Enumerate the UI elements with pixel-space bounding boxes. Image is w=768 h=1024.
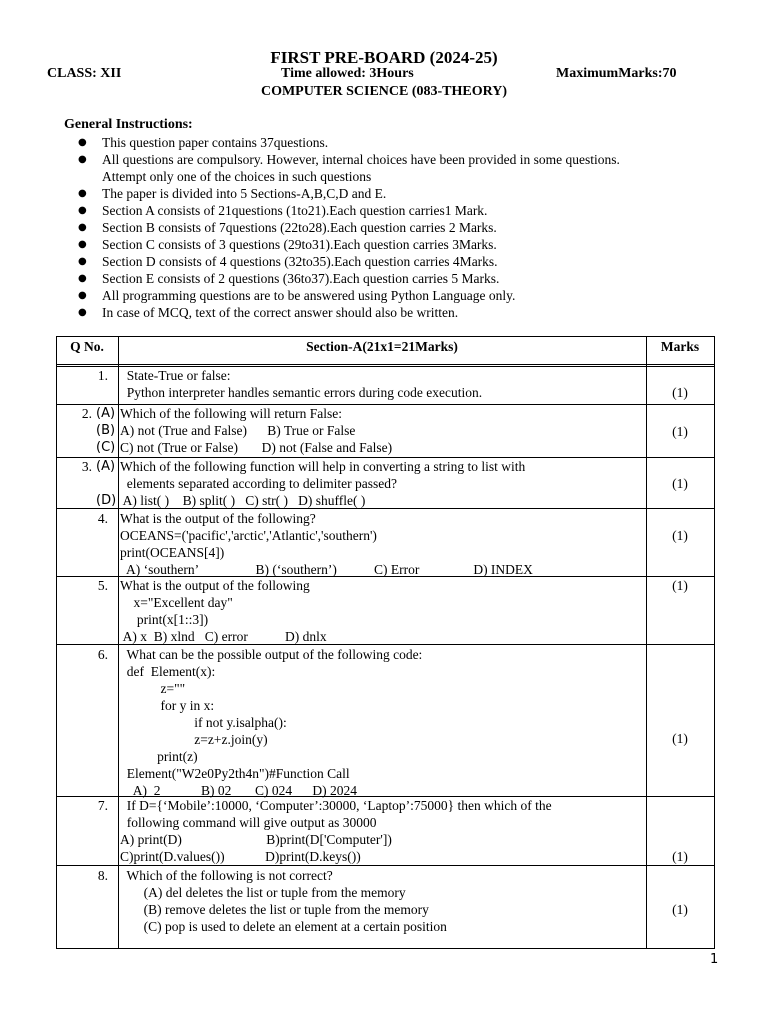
question-number: 8. — [97, 868, 108, 883]
question-text: What is the output of the following x="Excellent day" print(x[1::3]) A) x B) xlnd C) error D) dnlx — [120, 578, 327, 644]
instructions-heading: General Instructions: — [64, 117, 193, 132]
column-divider — [118, 336, 119, 949]
question-marks: (1) — [672, 476, 688, 491]
class-label: CLASS: XII — [47, 66, 122, 81]
bullet-icon: ● — [78, 307, 87, 318]
question-text: What can be the possible output of the following code: def Element(x): z="" for y in x: if not y.isalpha(): z=z+z.join(y) print(z) Element("W2e0Py2th4n")#Function Call A) 2 B) 02 C) 024 D) 2024 — [126, 647, 423, 798]
instruction-item: ● Section B consists of 7questions (22to28).Each question carries 2 Marks. — [78, 220, 497, 235]
table-border-bottom — [56, 948, 715, 949]
question-side-labels: (A) (B) (C) — [96, 406, 116, 455]
question-number: 1. — [97, 368, 108, 383]
maximum-marks: MaximumMarks:70 — [556, 66, 677, 81]
question-text: What is the output of the following? OCEANS=('pacific','arctic','Atlantic','southern') print(OCEANS[4]) A) ‘southern’ B) (‘southern’) C) Error D) INDEX — [120, 511, 533, 577]
question-text: Which of the following function will help in converting a string to list with elements separated according to delimiter passed? A) list( ) B) split( ) C) str( ) D) shuffle( ) — [120, 459, 526, 508]
question-marks: (1) — [672, 731, 688, 746]
row-divider — [56, 865, 715, 866]
instruction-item: ● Section D consists of 4 questions (32to35).Each question carries 4Marks. — [78, 254, 498, 269]
subject-title: COMPUTER SCIENCE (083-THEORY) — [260, 84, 508, 99]
instruction-item: ● Section C consists of 3 questions (29to31).Each question carries 3Marks. — [78, 237, 497, 252]
table-border-left — [56, 336, 57, 949]
header-qno: Q No. — [70, 339, 104, 354]
header-section: Section-A(21x1=21Marks) — [306, 339, 458, 354]
page-number: 1 — [710, 952, 719, 967]
bullet-icon: ● — [78, 205, 87, 216]
question-number: 6. — [97, 647, 108, 662]
question-text: State-True or false: Python interpreter handles semantic errors during code execution. — [126, 368, 483, 400]
question-text: Which of the following is not correct? (A) del deletes the list or tuple from the memory (B) remove deletes the list or tuple from the memory (C) pop is used to delete an element at a certain position — [126, 868, 447, 934]
bullet-icon: ● — [78, 256, 87, 267]
header-marks: Marks — [660, 339, 700, 354]
bullet-icon: ● — [78, 290, 87, 301]
instruction-item: ● All programming questions are to be answered using Python Language only. — [78, 288, 516, 303]
question-number: 5. — [97, 578, 108, 593]
question-marks: (1) — [672, 578, 688, 593]
bullet-icon: ● — [78, 273, 87, 284]
instruction-item: ● The paper is divided into 5 Sections-A,B,C,D and E. — [78, 186, 387, 201]
table-border-right — [714, 336, 715, 949]
question-marks: (1) — [672, 385, 688, 400]
row-divider — [56, 364, 715, 365]
question-text: Which of the following will return False: A) not (True and False) B) True or False C) not (True or False) D) not (False and False) — [120, 406, 393, 455]
question-marks: (1) — [672, 528, 688, 543]
bullet-icon: ● — [78, 222, 87, 233]
question-number: 2. — [81, 406, 92, 421]
instruction-item: ● Section A consists of 21questions (1to21).Each question carries1 Mark. — [78, 203, 488, 218]
question-number: 4. — [97, 511, 108, 526]
bullet-icon: ● — [78, 154, 87, 165]
question-number: 7. — [97, 798, 108, 813]
bullet-icon: ● — [78, 137, 87, 148]
instruction-item: ● All questions are compulsory. However, internal choices have been provided in some questions. Attempt only one of the choices in such questions — [78, 152, 620, 184]
question-text: If D={‘Mobile’:10000, ‘Computer’:30000, ‘Laptop’:75000} then which of the following command will give output as 30000 A) print(D) B)print(D['Computer']) C)print(D.values()) D)print(D.keys()) — [120, 798, 552, 864]
instruction-item: ● This question paper contains 37questions. — [78, 135, 329, 150]
instruction-item: ● Section E consists of 2 questions (36to37).Each question carries 5 Marks. — [78, 271, 500, 286]
paper-title: FIRST PRE-BOARD (2024-25) — [270, 48, 498, 67]
question-side-labels: (A) (D) — [96, 459, 117, 508]
bullet-icon: ● — [78, 239, 87, 250]
instruction-item: ● In case of MCQ, text of the correct answer should also be written. — [78, 305, 459, 320]
question-marks: (1) — [672, 849, 688, 864]
time-allowed: Time allowed: 3Hours — [281, 66, 414, 81]
question-marks: (1) — [672, 424, 688, 439]
bullet-icon: ● — [78, 188, 87, 199]
question-marks: (1) — [672, 902, 688, 917]
question-number: 3. — [81, 459, 92, 474]
table-border-top — [56, 336, 715, 337]
